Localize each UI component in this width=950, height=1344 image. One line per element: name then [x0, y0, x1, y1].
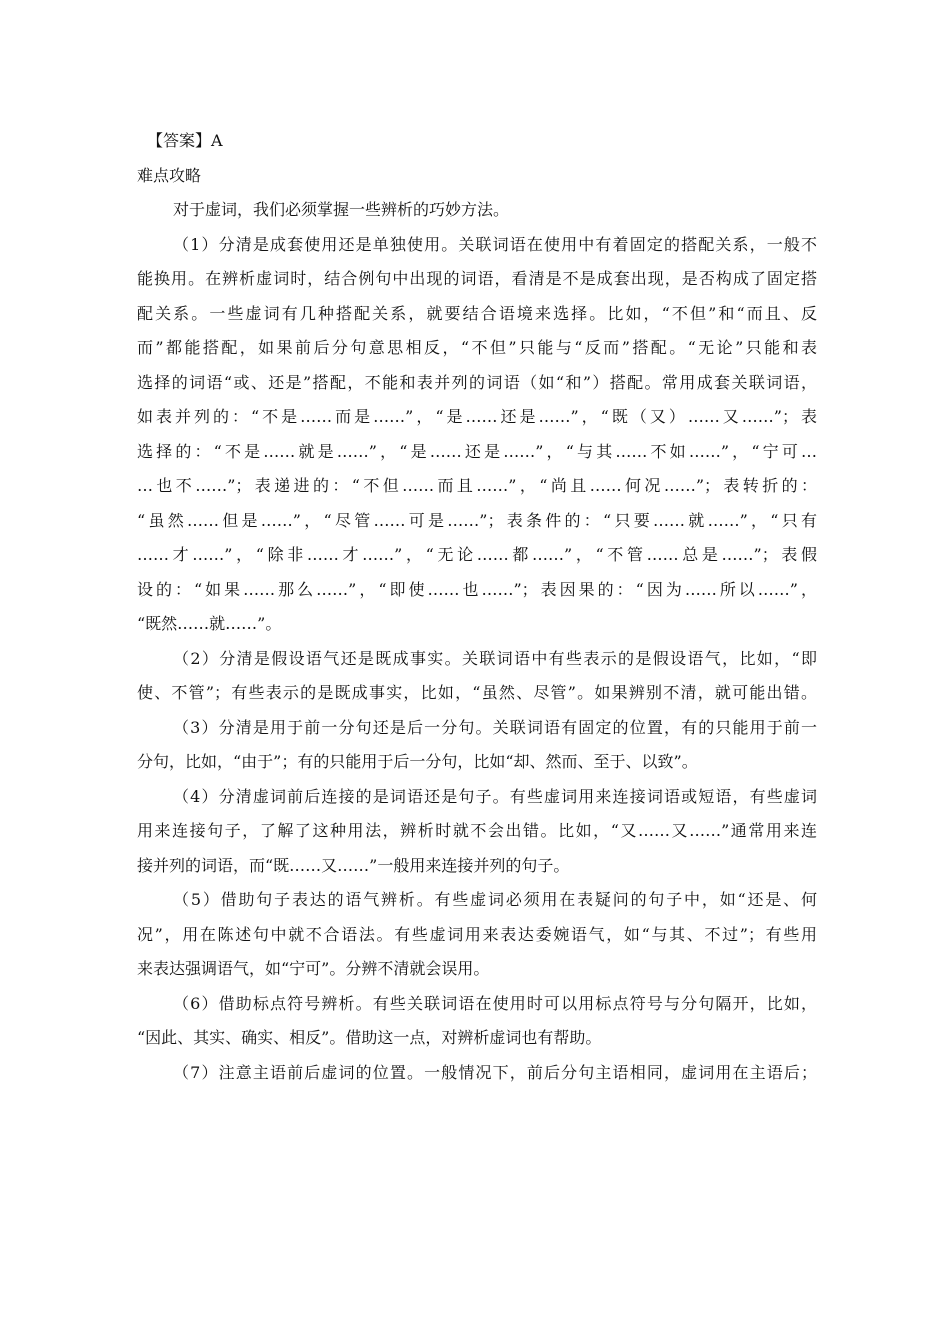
paragraph-line: ……才……”，“除非……才……”，“无论……都……”，“不管……总是……”；表假: [137, 545, 817, 564]
paragraph-line: 而”都能搭配，如果前后分句意思相反，“不但”只能与“反而”搭配。“无论”只能和表: [137, 338, 817, 357]
paragraph-line: “既然……就……”。: [137, 614, 282, 633]
paragraph-line: 接并列的词语，而“既……又……”一般用来连接并列的句子。: [137, 855, 570, 875]
document-body: [137, 124, 817, 1090]
paragraph-line: （7）注意主语前后虚词的位置。一般情况下，前后分句主语相同，虚词用在主语后；: [173, 1062, 817, 1082]
paragraph-line: 况”，用在陈述句中就不合语法。有些虚词用来表达委婉语气，如“与其、不过”；有些用: [137, 924, 817, 944]
section-heading: 难点攻略: [137, 165, 202, 185]
intro-line: 对于虚词，我们必须掌握一些辨析的巧妙方法。: [173, 200, 510, 219]
paragraph-line: 使、不管”；有些表示的是既成事实，比如，“虽然、尽管”。如果辨别不清，就可能出错。: [137, 683, 817, 702]
paragraph-line: “虽然……但是……”，“尽管……可是……”；表条件的：“只要……就……”，“只有: [137, 510, 817, 530]
answer-line: 【答案】A: [147, 131, 223, 150]
paragraph-line: 设的：“如果……那么……”，“即使……也……”；表因果的：“因为……所以……”，: [137, 579, 817, 599]
paragraph-line: 能换用。在辨析虚词时，结合例句中出现的词语，看清是不是成套出现，是否构成了固定搭: [137, 269, 817, 288]
paragraph-line: …也不……”；表递进的：“不但……而且……”，“尚且……何况……”；表转折的：: [137, 476, 817, 495]
paragraph-line: 用来连接句子，了解了这种用法，辨析时就不会出错。比如，“又……又……”通常用来连: [137, 821, 817, 840]
paragraph-line: “因此、其实、确实、相反”。借助这一点，对辨析虚词也有帮助。: [137, 1028, 602, 1047]
paragraph-line: （4）分清虚词前后连接的是词语还是句子。有些虚词用来连接词语或短语，有些虚词: [173, 786, 817, 806]
paragraph-line: 来表达强调语气，如“宁可”。分辨不清就会误用。: [137, 959, 490, 978]
paragraph-line: （5）借助句子表达的语气辨析。有些虚词必须用在表疑问的句子中，如“还是、何: [173, 890, 817, 909]
paragraph-line: 如表并列的：“不是……而是……”，“是……还是……”，“既（又）……又……”；表: [137, 407, 817, 426]
paragraph-line: （2）分清是假设语气还是既成事实。关联词语中有些表示的是假设语气，比如，“即: [173, 648, 817, 668]
paragraph-line: （1）分清是成套使用还是单独使用。关联词语在使用中有着固定的搭配关系，一般不: [173, 234, 817, 254]
paragraph-line: 选择的：“不是……就是……”，“是……还是……”，“与其……不如……”，“宁可…: [137, 441, 817, 461]
paragraph-line: （3）分清是用于前一分句还是后一分句。关联词语有固定的位置，有的只能用于前一: [173, 717, 817, 737]
paragraph-line: 选择的词语“或、还是”搭配，不能和表并列的词语（如“和”）搭配。常用成套关联词语，: [137, 372, 817, 392]
paragraph-line: 分句，比如，“由于”；有的只能用于后一分句，比如“却、然而、至于、以致”。: [137, 752, 698, 771]
paragraph-line: 配关系。一些虚词有几种搭配关系，就要结合语境来选择。比如，“不但”和“而且、反: [137, 303, 817, 323]
paragraph-line: （6）借助标点符号辨析。有些关联词语在使用时可以用标点符号与分句隔开，比如，: [173, 993, 817, 1013]
